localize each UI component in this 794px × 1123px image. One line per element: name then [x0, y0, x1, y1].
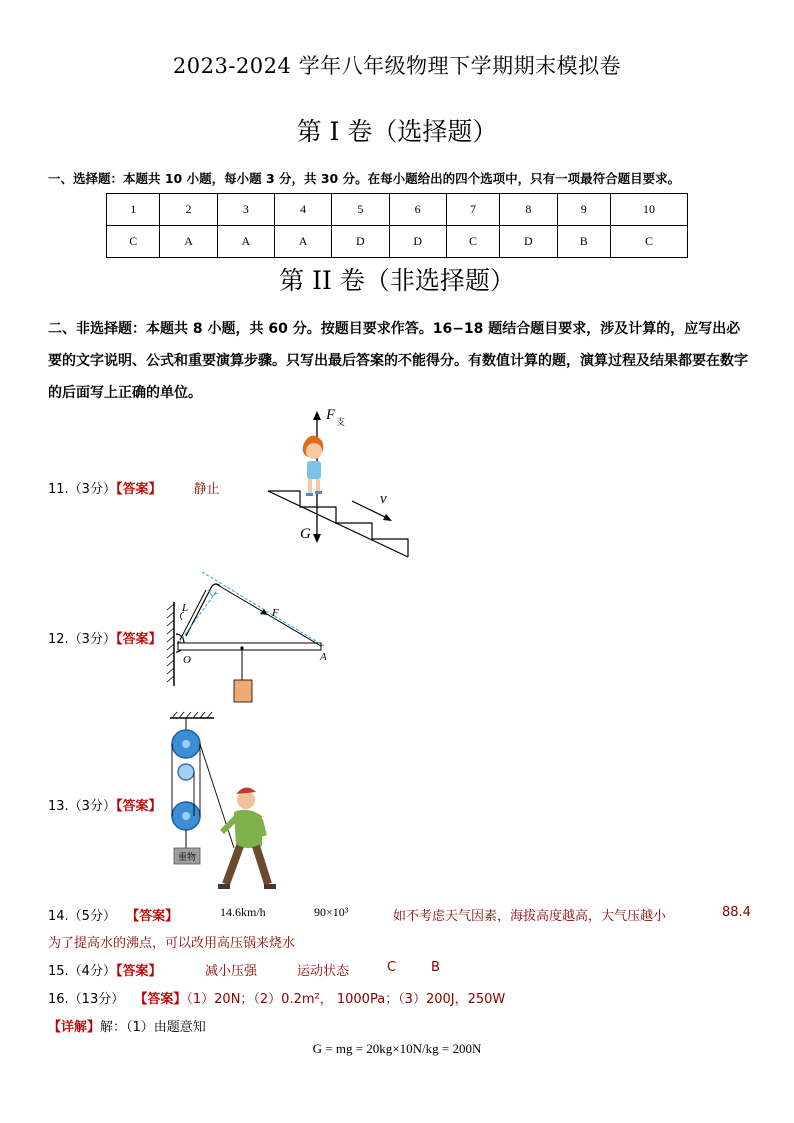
table-cell: 6: [389, 194, 446, 226]
answer-pressure-value: 90×10³: [314, 905, 349, 919]
table-cell: 1: [107, 194, 160, 226]
answer-tag: 【答案】: [115, 799, 162, 814]
table-cell: D: [389, 226, 446, 258]
question-number: 11.（3分）: [48, 482, 116, 497]
answer-2: 运动状态: [297, 964, 350, 979]
pulley-diagram: [164, 708, 294, 898]
table-cell: C: [107, 226, 160, 258]
arm-label: L: [182, 602, 189, 614]
answer-reason: 如不考虑天气因素，海拔高度越高，大气压越小: [393, 909, 667, 924]
force-label: F: [272, 607, 279, 619]
table-cell: 3: [217, 194, 274, 226]
table-cell: B: [557, 226, 610, 258]
table-cell: 7: [446, 194, 499, 226]
question-12: [48, 628, 161, 647]
answer-tag: 【答案】: [115, 632, 162, 647]
question-11: [48, 478, 220, 497]
detail-text: 解：（1）由题意知: [100, 1020, 206, 1035]
question-number: 13.（3分）: [48, 799, 116, 814]
answer-speed: 14.6km/h: [220, 905, 266, 919]
question-number: 16.（13分）: [48, 992, 125, 1007]
end-label: A: [320, 651, 327, 663]
table-cell: 10: [610, 194, 687, 226]
answer-text: 静止: [193, 482, 220, 497]
velocity-label: v: [380, 491, 387, 507]
answer-table: [106, 193, 688, 258]
section1-title: 第 I 卷（选择题）: [296, 117, 498, 146]
answer-3: C: [387, 960, 397, 975]
document-title: 2023-2024 学年八年级物理下学期期末模拟卷: [172, 54, 622, 78]
question-16: [48, 988, 505, 1007]
table-cell: 2: [160, 194, 217, 226]
answer-tag: 【答案】: [134, 992, 187, 1007]
answer-tag: 【答案】: [115, 482, 162, 497]
table-cell: D: [332, 226, 389, 258]
table-cell: A: [217, 226, 274, 258]
table-cell: A: [274, 226, 331, 258]
table-cell: A: [160, 226, 217, 258]
answer-4: B: [431, 960, 440, 975]
table-cell: 4: [274, 194, 331, 226]
answer-table-answer-row: [107, 226, 688, 258]
section1-instruction: 一、选择题：本题共 10 小题，每小题 3 分，共 30 分。在每小题给出的四个选项中，只有一项最符合题目要求。: [48, 171, 681, 186]
table-cell: 5: [332, 194, 389, 226]
question-number: 14.（5分）: [48, 909, 116, 924]
table-cell: C: [446, 226, 499, 258]
table-cell: 8: [500, 194, 557, 226]
table-cell: D: [500, 226, 557, 258]
question-number: 15.（4分）: [48, 964, 116, 979]
question-number: 12.（3分）: [48, 632, 116, 647]
weight-label: 重物: [177, 853, 197, 863]
equation: G = mg = 20kg×10N/kg = 200N: [312, 1041, 482, 1056]
man-figure: [218, 787, 276, 889]
question-15: [48, 960, 161, 979]
section2-title: 第 II 卷（非选择题）: [279, 266, 515, 295]
question-14: [48, 905, 178, 924]
table-cell: C: [610, 226, 687, 258]
gravity-label: G: [300, 526, 311, 542]
detail-tag: 【详解】: [48, 1020, 101, 1035]
force-subscript: 支: [336, 418, 346, 428]
answer-table-number-row: [107, 194, 688, 226]
pivot-label: O: [183, 654, 191, 666]
answer-text: （1）20N；（2）0.2m²， 1000Pa；（3）200J，250W: [186, 992, 506, 1007]
question-13: [48, 795, 161, 814]
force-label: F: [326, 407, 336, 423]
answer-1: 减小压强: [205, 964, 258, 979]
girl-figure: [303, 435, 324, 496]
section2-instruction: 二、非选择题：本题共 8 小题，共 60 分。按题目要求作答。16−18 题结合题目要求，涉及计算的，应写出必要的文字说明、公式和重要演算步骤。只写出最后答案的不能得分。有数值计算的题，演算过程及结果都要在数字的后面写上正确的单位。: [48, 321, 748, 401]
answer-suggestion: 为了提高水的沸点，可以改用高压锅来烧水: [48, 936, 296, 951]
table-cell: 9: [557, 194, 610, 226]
answer-tag: 【答案】: [115, 964, 162, 979]
stairs-force-diagram: [262, 405, 417, 565]
detail-line: [48, 1016, 206, 1035]
lever-diagram: [164, 566, 334, 708]
answer-tag: 【答案】: [126, 909, 179, 924]
answer-temperature: 88.4: [722, 905, 751, 920]
